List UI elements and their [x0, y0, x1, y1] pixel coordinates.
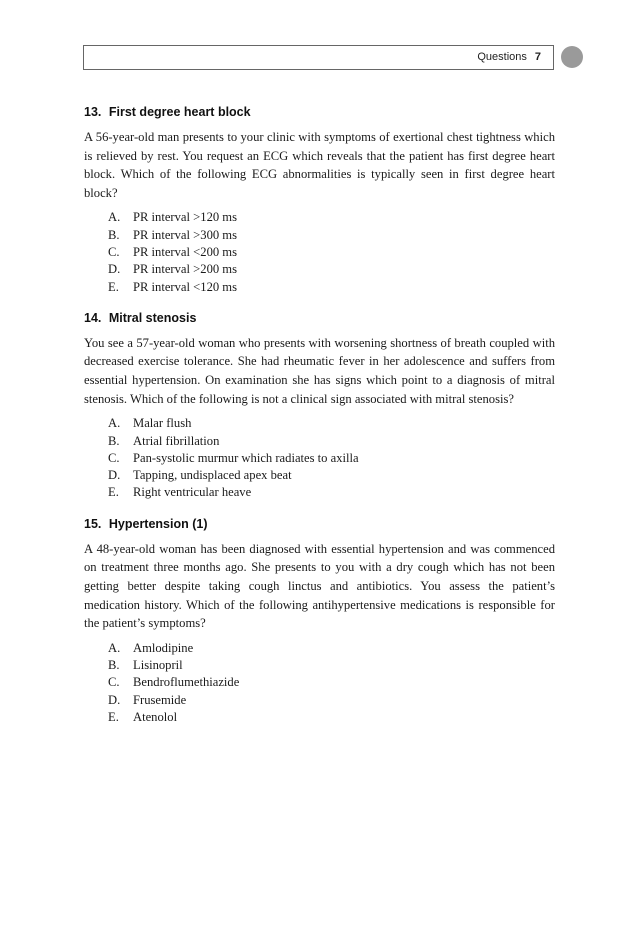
- question-14: [84, 310, 555, 502]
- option-text: PR interval >120 ms: [133, 210, 238, 225]
- question-stem: You see a 57-year-old woman who presents with worsening shortness of breath coupled with decreased exercise tolerance. She had rheumatic fever in her adolescence and suffers from essential hypertension. On examination she has signs which point to a diagnosis of mitral stenosis. Which of the following is not a clinical sign associated with mitral stenosis?: [84, 335, 555, 406]
- question-number: 15.: [84, 516, 102, 531]
- option-text: Tapping, undisplaced apex beat: [133, 468, 292, 483]
- option-text: PR interval >200 ms: [133, 262, 238, 277]
- option-letter: E.: [108, 279, 119, 294]
- section-title: Questions: [477, 51, 527, 63]
- option-letter: C.: [108, 675, 120, 690]
- answer-option: [108, 467, 555, 484]
- option-letter: A.: [108, 210, 121, 225]
- option-text: Frusemide: [133, 692, 187, 707]
- question-number: 13.: [84, 105, 102, 119]
- option-letter: D.: [108, 692, 121, 707]
- option-letter: B.: [108, 227, 120, 242]
- option-text: PR interval <200 ms: [133, 244, 238, 259]
- answer-option: [108, 657, 555, 674]
- answer-option: [108, 433, 555, 450]
- page-content: [84, 104, 555, 740]
- question-title: First degree heart block: [108, 105, 251, 119]
- option-letter: A.: [108, 416, 121, 431]
- option-text: PR interval >300 ms: [133, 227, 238, 242]
- answer-option: [108, 709, 555, 726]
- answer-option: [108, 415, 555, 432]
- answer-option: [108, 261, 555, 278]
- question-stem: A 48-year-old woman has been diagnosed with essential hypertension and was commenced on treatment three months ago. She presents to you with a dry cough which has not been getting better despite taking cough linctus and antibiotics. You assess the patient’s medication history. Which of the following antihypertensive medications is responsible for the patient’s symptoms?: [84, 541, 555, 631]
- answer-option: [108, 484, 555, 501]
- option-text: Bendroflumethiazide: [133, 675, 240, 690]
- question-title: Mitral stenosis: [108, 310, 197, 325]
- answer-options: [84, 640, 555, 726]
- question-stem: A 56-year-old man presents to your clinic with symptoms of exertional chest tightness which is relieved by rest. You request an ECG which reveals that the patient has first degree heart block. Which of the following ECG abnormalities is typically seen in first degree heart block?: [84, 130, 555, 200]
- option-text: Amlodipine: [133, 640, 194, 655]
- page-number: 7: [534, 51, 541, 63]
- answer-options: [84, 415, 555, 501]
- option-letter: B.: [108, 433, 120, 448]
- header-text: [477, 51, 541, 63]
- option-text: Malar flush: [133, 416, 192, 431]
- question-heading: [84, 104, 555, 120]
- answer-option: [108, 692, 555, 709]
- question-13: [84, 104, 555, 296]
- page-tab-marker: [561, 46, 583, 68]
- option-letter: B.: [108, 657, 120, 672]
- option-letter: D.: [108, 262, 121, 277]
- running-header: [83, 45, 554, 70]
- question-heading: [84, 516, 555, 532]
- answer-option: [108, 640, 555, 657]
- option-letter: A.: [108, 640, 121, 655]
- answer-option: [108, 450, 555, 467]
- option-letter: E.: [108, 485, 119, 500]
- option-text: Atenolol: [133, 709, 178, 724]
- answer-option: [108, 674, 555, 691]
- question-title: Hypertension (1): [108, 516, 208, 531]
- answer-option: [108, 244, 555, 261]
- option-letter: D.: [108, 468, 121, 483]
- option-text: Lisinopril: [133, 657, 183, 672]
- answer-option: [108, 227, 555, 244]
- option-text: Atrial fibrillation: [133, 433, 220, 448]
- question-15: [84, 516, 555, 726]
- answer-option: [108, 209, 555, 226]
- option-letter: C.: [108, 244, 120, 259]
- option-letter: C.: [108, 450, 120, 465]
- option-text: Right ventricular heave: [133, 485, 252, 500]
- option-text: PR interval <120 ms: [133, 279, 238, 294]
- answer-option: [108, 279, 555, 296]
- answer-options: [84, 209, 555, 295]
- option-letter: E.: [108, 709, 119, 724]
- question-number: 14.: [84, 310, 102, 325]
- option-text: Pan-systolic murmur which radiates to axilla: [133, 450, 359, 465]
- question-heading: [84, 310, 555, 326]
